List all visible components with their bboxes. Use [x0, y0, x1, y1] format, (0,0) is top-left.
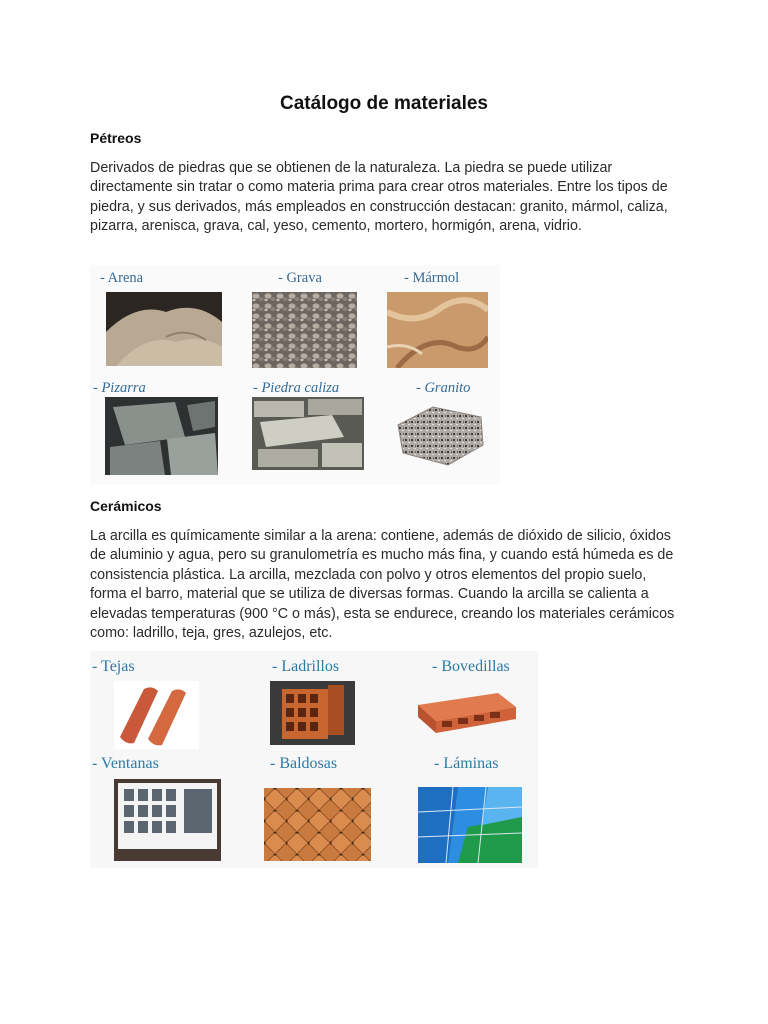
- caption-laminas: - Láminas: [434, 755, 499, 772]
- caption-marmol: - Mármol: [404, 270, 460, 286]
- arena-image: [106, 292, 222, 366]
- page-title: Catálogo de materiales: [279, 93, 489, 114]
- caption-ventanas: - Ventanas: [92, 755, 159, 772]
- caption-piedra-caliza: - Piedra caliza: [253, 380, 340, 396]
- caption-tejas: - Tejas: [92, 658, 135, 675]
- ceramicos-image-panel: [90, 651, 538, 868]
- caption-pizarra: - Pizarra: [93, 380, 146, 396]
- caption-arena: - Arena: [100, 270, 144, 286]
- caption-ladrillos: - Ladrillos: [272, 658, 340, 675]
- caption-baldosas: - Baldosas: [270, 755, 338, 772]
- grava-image: [252, 292, 357, 368]
- laminas-image: [418, 787, 522, 863]
- caption-grava: - Grava: [278, 270, 322, 286]
- petreos-image-panel: [90, 265, 500, 485]
- granito-image: [393, 397, 488, 471]
- piedra-caliza-image: [252, 397, 364, 470]
- tejas-image: [114, 681, 199, 749]
- baldosas-image: [264, 788, 371, 861]
- ceramicos-description: La arcilla es químicamente similar a la arena: contiene, además de dióxido de silicio, óxidos de aluminio y agua, pero su granulometría es mucho más fina, y cuando está húmeda es de consistencia plástica. La arcilla, mezclada con polvo y otros elementos del propio suelo, forma el barro, material que se utiliza de diversas formas. Cuando la arcilla se calienta a elevadas temperaturas (900 °C o más), esta se endurece, creando los materiales cerámicos como: ladrillo, teja, gres, azulejos, etc.: [90, 528, 675, 642]
- ventanas-image: [114, 779, 221, 861]
- marmol-image: [387, 292, 488, 368]
- pizarra-image: [105, 397, 218, 475]
- bovedillas-image: [412, 687, 520, 737]
- caption-bovedillas: - Bovedillas: [432, 658, 510, 675]
- ladrillos-image: [270, 681, 355, 745]
- section-heading-ceramicos: Cerámicos: [90, 498, 162, 514]
- petreos-description: Derivados de piedras que se obtienen de la naturaleza. La piedra se puede utilizar directamente sin tratar o como materia prima para crear otros materiales. Entre los tipos de piedra, y sus derivados, más empleados en construcción destacan: granito, mármol, caliza, pizarra, arenisca, grava, cal, yeso, cemento, mortero, hormigón, arena, vidrio.: [90, 160, 668, 235]
- caption-granito: - Granito: [416, 380, 471, 396]
- section-heading-petreos: Pétreos: [90, 130, 142, 146]
